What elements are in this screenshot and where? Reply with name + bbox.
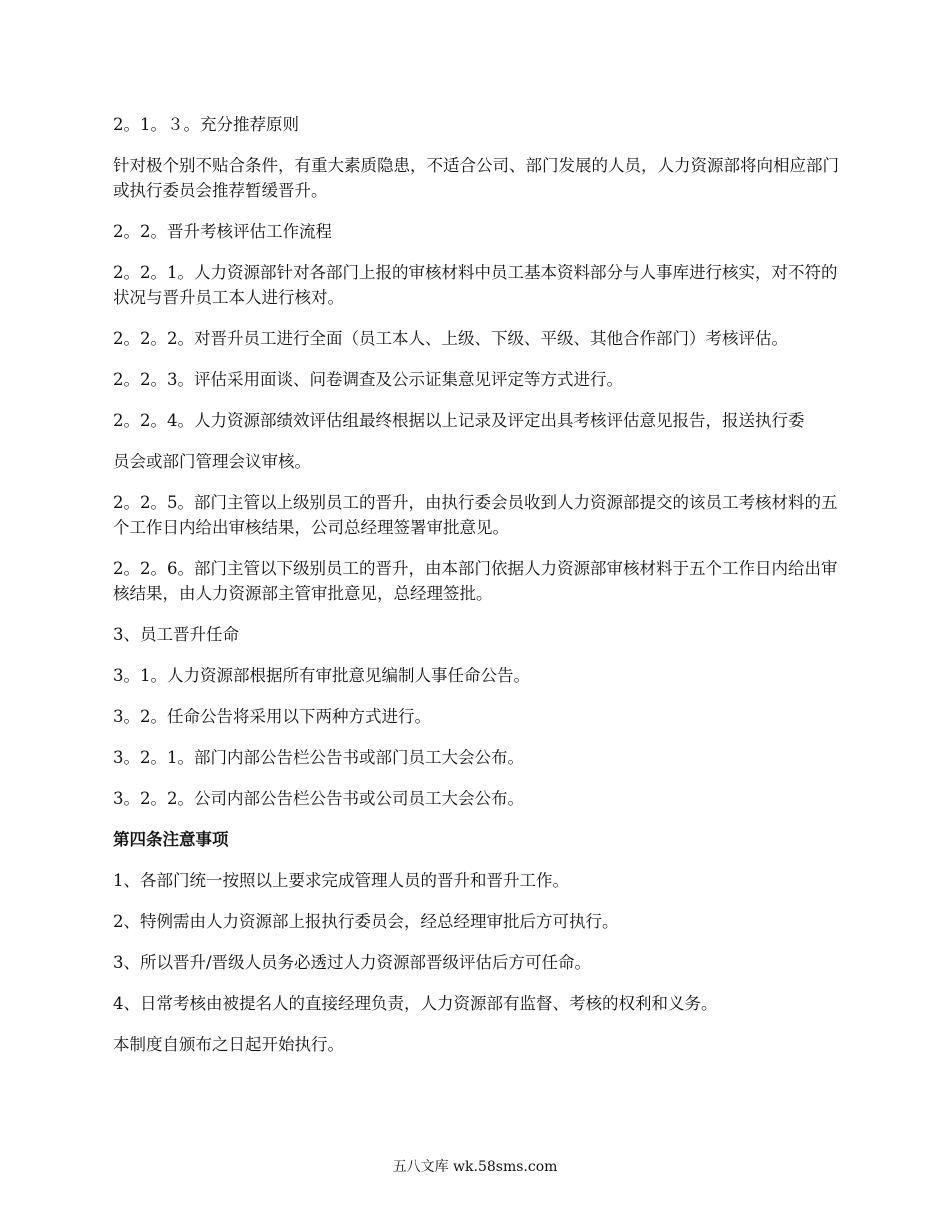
paragraph-note-1: 1、各部门统一按照以上要求完成管理人员的晋升和晋升工作。	[113, 871, 569, 890]
paragraph-note-4: 4、日常考核由被提名人的直接经理负责，人力资源部有监督、考核的权利和义务。	[113, 994, 718, 1013]
paragraph-2-2-1: 2。2。1。人力资源部针对各部门上报的审核材料中员工基本资料部分与人事库进行核实，对不符的状况与晋升员工本人进行核对。	[113, 263, 838, 307]
paragraph-effective-date: 本制度自颁布之日起开始执行。	[113, 1035, 344, 1054]
document-body	[113, 112, 843, 1073]
paragraph-2-2-2: 2。2。2。对晋升员工进行全面（员工本人、上级、下级、平级、其他合作部门）考核评估。	[113, 329, 788, 348]
paragraph-3-2-1: 3。2。1。部门内部公告栏公告书或部门员工大会公布。	[113, 748, 524, 767]
paragraph-2-2: 2。2。晋升考核评估工作流程	[113, 222, 332, 241]
paragraph-3-1: 3。1。人力资源部根据所有审批意见编制人事任命公告。	[113, 666, 530, 685]
paragraph-note-2: 2、特例需由人力资源部上报执行委员会，经总经理审批后方可执行。	[113, 912, 619, 931]
paragraph-recommend-principle: 针对极个别不贴合条件，有重大素质隐患，不适合公司、部门发展的人员，人力资源部将向相应部门或执行委员会推荐暂缓晋升。	[113, 156, 839, 200]
paragraph-2-2-3: 2。2。3。评估采用面谈、问卷调查及公示证集意见评定等方式进行。	[113, 370, 623, 389]
paragraph-note-3: 3、所以晋升/晋级人员务必透过人力资源部晋级评估后方可任命。	[113, 953, 592, 972]
paragraph-2-2-5: 2。2。5。部门主管以上级别员工的晋升，由执行委会员收到人力资源部提交的该员工考核材料的五个工作日内给出审核结果，公司总经理签署审批意见。	[113, 493, 838, 537]
section-heading-article-4: 第四条注意事项	[113, 830, 229, 849]
paragraph-3-2-2: 3。2。2。公司内部公告栏公告书或公司员工大会公布。	[113, 789, 524, 808]
paragraph-2-2-4: 2。2。4。人力资源部绩效评估组最终根据以上记录及评定出具考核评估意见报告，报送执行委	[113, 411, 805, 430]
paragraph-2-2-6: 2。2。6。部门主管以下级别员工的晋升，由本部门依据人力资源部审核材料于五个工作日内给出审核结果，由人力资源部主管审批意见，总经理签批。	[113, 559, 838, 603]
paragraph-2-2-4-continued: 员会或部门管理会议审核。	[113, 452, 311, 471]
paragraph-2-1-3: 2。1。３。充分推荐原则	[113, 115, 299, 134]
footer-watermark: 五八文库 wk.58sms.com	[392, 1159, 558, 1175]
paragraph-section-3: 3、员工晋升任命	[113, 625, 239, 644]
paragraph-3-2: 3。2。任命公告将采用以下两种方式进行。	[113, 707, 431, 726]
